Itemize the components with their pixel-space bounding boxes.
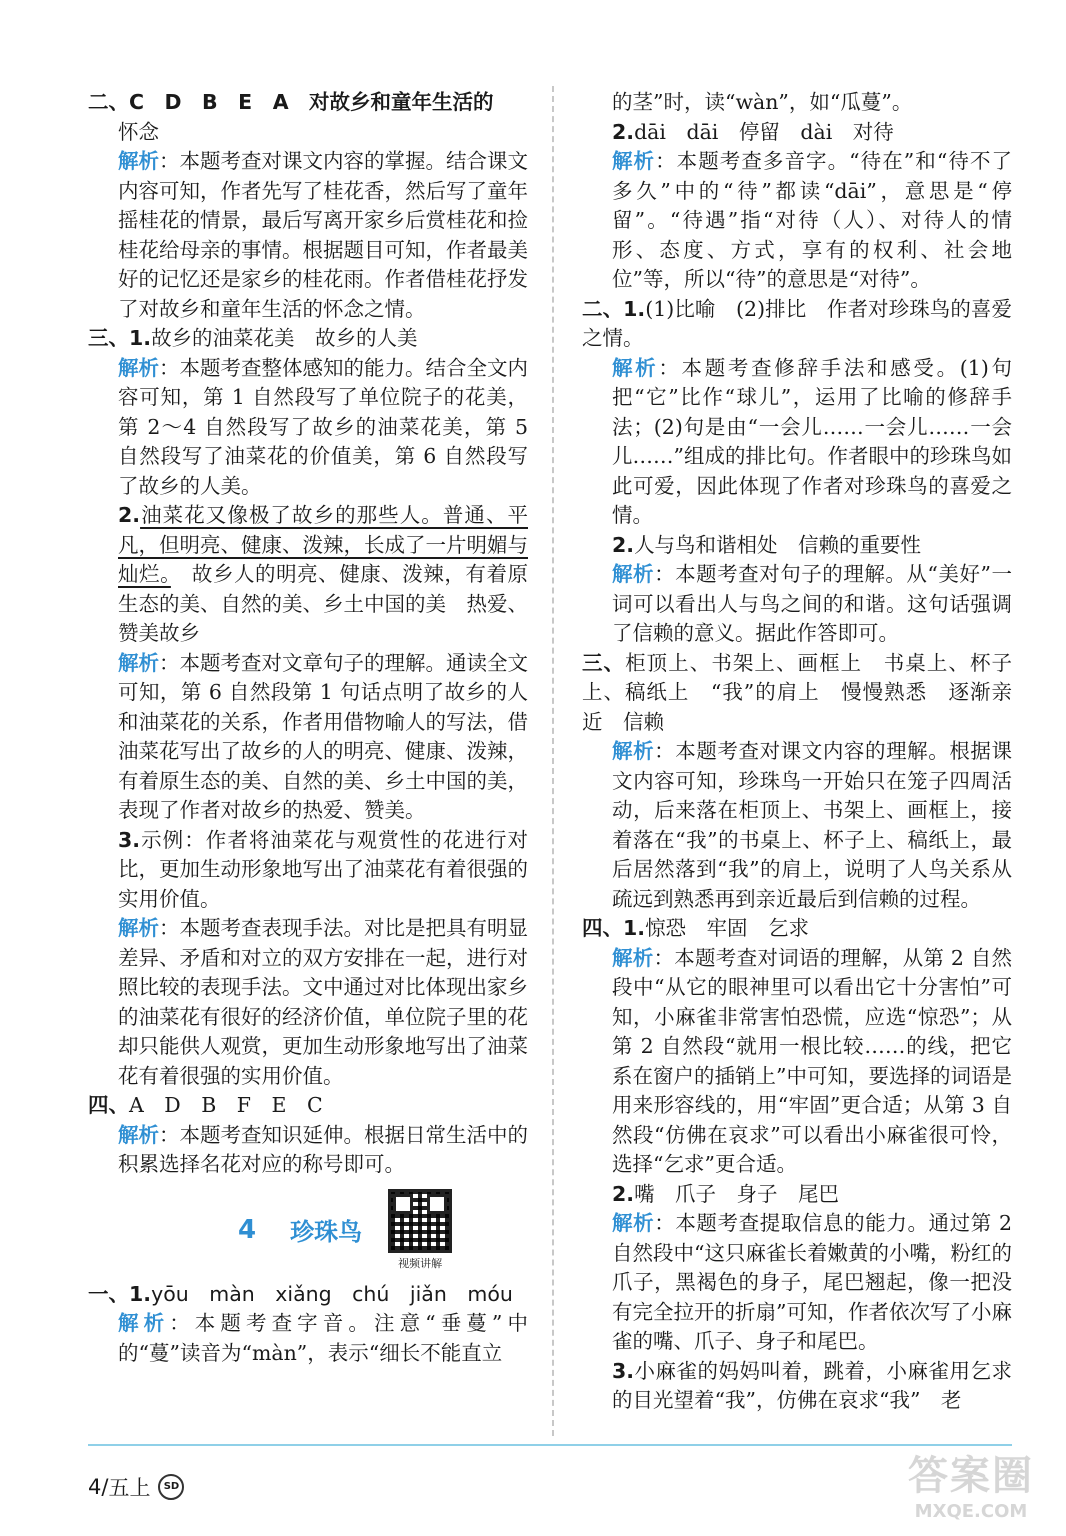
analysis-paragraph: 解析：本题考查对课文内容的掌握。结合课文内容可知，作者先写了桂花香，然后写了童年摇桂花的情景，最后写离开家乡后赏桂花和捡桂花给母亲的事情。根据题目可知，作者最美好的记忆还是家乡的桂花雨。作者借桂花抒发了对故乡和童年生活的怀念之情。 [118, 149, 528, 321]
analysis-tag: 解析 [118, 355, 159, 380]
page-number: 4 [88, 1475, 102, 1499]
qr-code-icon[interactable] [388, 1189, 452, 1253]
lesson-header [88, 1184, 528, 1276]
left-column [88, 88, 528, 1368]
section-4-q3: 3.小麻雀的妈妈叫着，跳着，小麻雀用乞求的目光望着“我”，仿佛在哀求“我” 老 [612, 1358, 1012, 1412]
analysis-paragraph: 解析：本题考查对文章句子的理解。通读全文可知，第 6 自然段第 1 句话点明了故乡的人和油菜花的关系，作者用借物喻人的写法，借油菜花写出了故乡的人的明亮、健康、泼辣，有着原生态的美、自然的美、乡土中国的美，表现了作者对故乡的热爱、赞美。 [118, 650, 528, 822]
analysis-paragraph: 解析：本题考查整体感知的能力。结合全文内容可知，第 1 自然段写了单位院子的花美，第 2～4 自然段写了故乡的油菜花美，第 5 自然段写了油菜花的价值美，第 6 自然段写了故乡的人美。 [118, 355, 528, 498]
analysis-paragraph: 解析：本题考查表现手法。对比是把具有明显差异、矛盾和对立的双方安排在一起，进行对照比较的表现手法。文中通过对比体现出家乡的油菜花有很好的经济价值，单位院子里的花却只能供人观赏，更加生动形象地写出了油菜花有着很强的实用价值。 [118, 916, 528, 1088]
section-2-q2: 2.人与鸟和谐相处 信赖的重要性 [612, 532, 922, 557]
analysis-tag: 解析 [612, 562, 655, 586]
section-4-answer: 四、A D B F E C [88, 1093, 323, 1117]
analysis-tag: 解析 [118, 149, 159, 173]
analysis-paragraph: 解析：本题考查字音。注意“垂蔓”中的“蔓”读音为“màn”，表示“细长不能直立 [118, 1311, 529, 1365]
analysis-tag: 解析 [612, 355, 659, 380]
section-3-q1: 三、1.故乡的油菜花美 故乡的人美 [88, 326, 418, 350]
section-1-q2: 2.dāi dāi 停留 dài 对待 [612, 119, 894, 144]
analysis-continuation: 的茎”时，读“wàn”，如“瓜蔓”。 [612, 90, 913, 114]
section-2-answer-cont: 怀念 [118, 119, 159, 144]
analysis-tag: 解析 [612, 1211, 655, 1235]
analysis-tag: 解析 [118, 650, 159, 675]
sd-badge-icon: SD [158, 1474, 184, 1500]
analysis-paragraph: 解析：本题考查修辞手法和感受。(1)句把“它”比作“球儿”，运用了比喻的修辞手法；(2)句是由“一会儿……一会儿……一会儿……”组成的排比句。作者眼中的珍珠鸟如此可爱，因此体现了作者对珍珠鸟的喜爱之情。 [612, 355, 1012, 527]
analysis-paragraph: 解析：本题考查多音字。“待在”和“待不了多久”中的“待”都读“dāi”，意思是“停留”。“待遇”指“对待（人）、对待人的情形、态度、方式，享有的权利、社会地位”等，所以“待”的意思是“对待”。 [612, 149, 1013, 291]
section-4-q1: 四、1.惊恐 牢固 乞求 [582, 916, 810, 940]
analysis-paragraph: 解析：本题考查对词语的理解，从第 2 自然段中“从它的眼神里可以看出它十分害怕”可知，小麻雀非常害怕恐慌，应选“惊恐”；从第 2 自然段“就用一根比较……的线，把它系在窗户的插销上”中可知，要选择的词语是用来形容线的，用“牢固”更合适；从第 3 自然段“仿佛在哀求”可以看出小麻雀很可怜，选择“乞求”更合适。 [612, 945, 1013, 1176]
analysis-tag: 解析 [118, 1311, 170, 1335]
section-3-q3: 3.示例：作者将油菜花与观赏性的花进行对比，更加生动形象地写出了油菜花有着很强的实用价值。 [118, 827, 528, 911]
section-4-q2: 2.嘴 爪子 身子 尾巴 [612, 1181, 840, 1206]
section-2-answer: 二、C D B E A 对故乡和童年生活的 [88, 90, 494, 114]
analysis-tag: 解析 [118, 916, 159, 940]
analysis-paragraph: 解析：本题考查提取信息的能力。通过第 2 自然段中“这只麻雀长着嫩黄的小嘴，粉红的爪子，黑褐色的身子，尾巴翘起，像一把没有完全拉开的折扇”可知，作者依次写了小麻雀的嘴、爪子、身子和尾巴。 [612, 1211, 1013, 1353]
watermark-mark: 答案圈 [908, 1453, 1034, 1499]
lesson-number: 4 [238, 1214, 257, 1245]
column-divider [552, 86, 554, 1436]
footer-rule [88, 1444, 1012, 1446]
analysis-paragraph: 解析：本题考查对课文内容的理解。根据课文内容可知，珍珠鸟一开始只在笼子四周活动，后来落在柜顶上、书架上、画框上，接着落在“我”的书桌上、杯子上、稿纸上，最后居然落到“我”的肩上，说明了人鸟关系从疏远到熟悉再到亲近最后到信赖的过程。 [612, 739, 1013, 911]
analysis-tag: 解析 [612, 149, 656, 173]
analysis-paragraph: 解析：本题考查知识延伸。根据日常生活中的积累选择名花对应的称号即可。 [118, 1122, 528, 1176]
page-footer [88, 1472, 184, 1502]
section-2-q1: 二、1.(1)比喻 (2)排比 作者对珍珠鸟的喜爱之情。 [582, 296, 1013, 350]
section-3-answer: 三、柜顶上、书架上、画框上 书桌上、杯子上、稿纸上 “我”的肩上 慢慢熟悉 逐渐亲近 信赖 [582, 650, 1013, 734]
section-3-q2: 2.油菜花又像极了故乡的那些人。普通、平凡，但明亮、健康、泼辣，长成了一片明媚与灿烂。 故乡人的明亮、健康、泼辣，有着原生态的美、自然的美、乡土中国的美 热爱、赞美故乡 [118, 503, 529, 645]
analysis-tag: 解析 [612, 739, 655, 763]
grade-label: 五上 [108, 1476, 151, 1500]
section-1-q1: 一、1.yōu màn xiǎng chú jiǎn móu [88, 1281, 513, 1306]
video-qr-code[interactable] [388, 1189, 452, 1271]
footer-separator: / [101, 1475, 109, 1499]
lesson-title: 珍珠鸟 [290, 1218, 363, 1246]
analysis-tag: 解析 [612, 945, 654, 970]
underlined-quote: 油菜花又像极了故乡的那些人。普通、平凡，但明亮、健康、泼辣，长成了一片明媚与灿烂。 [118, 503, 528, 586]
analysis-tag: 解析 [118, 1122, 159, 1147]
right-column [582, 88, 1012, 1416]
qr-label: 视频讲解 [398, 1256, 443, 1270]
watermark-url: MXQE.COM [914, 1501, 1028, 1522]
watermark-logo [896, 1438, 1046, 1528]
analysis-paragraph: 解析：本题考查对句子的理解。从“美好”一词可以看出人与鸟之间的和谐。这句话强调了信赖的意义。据此作答即可。 [612, 562, 1012, 645]
